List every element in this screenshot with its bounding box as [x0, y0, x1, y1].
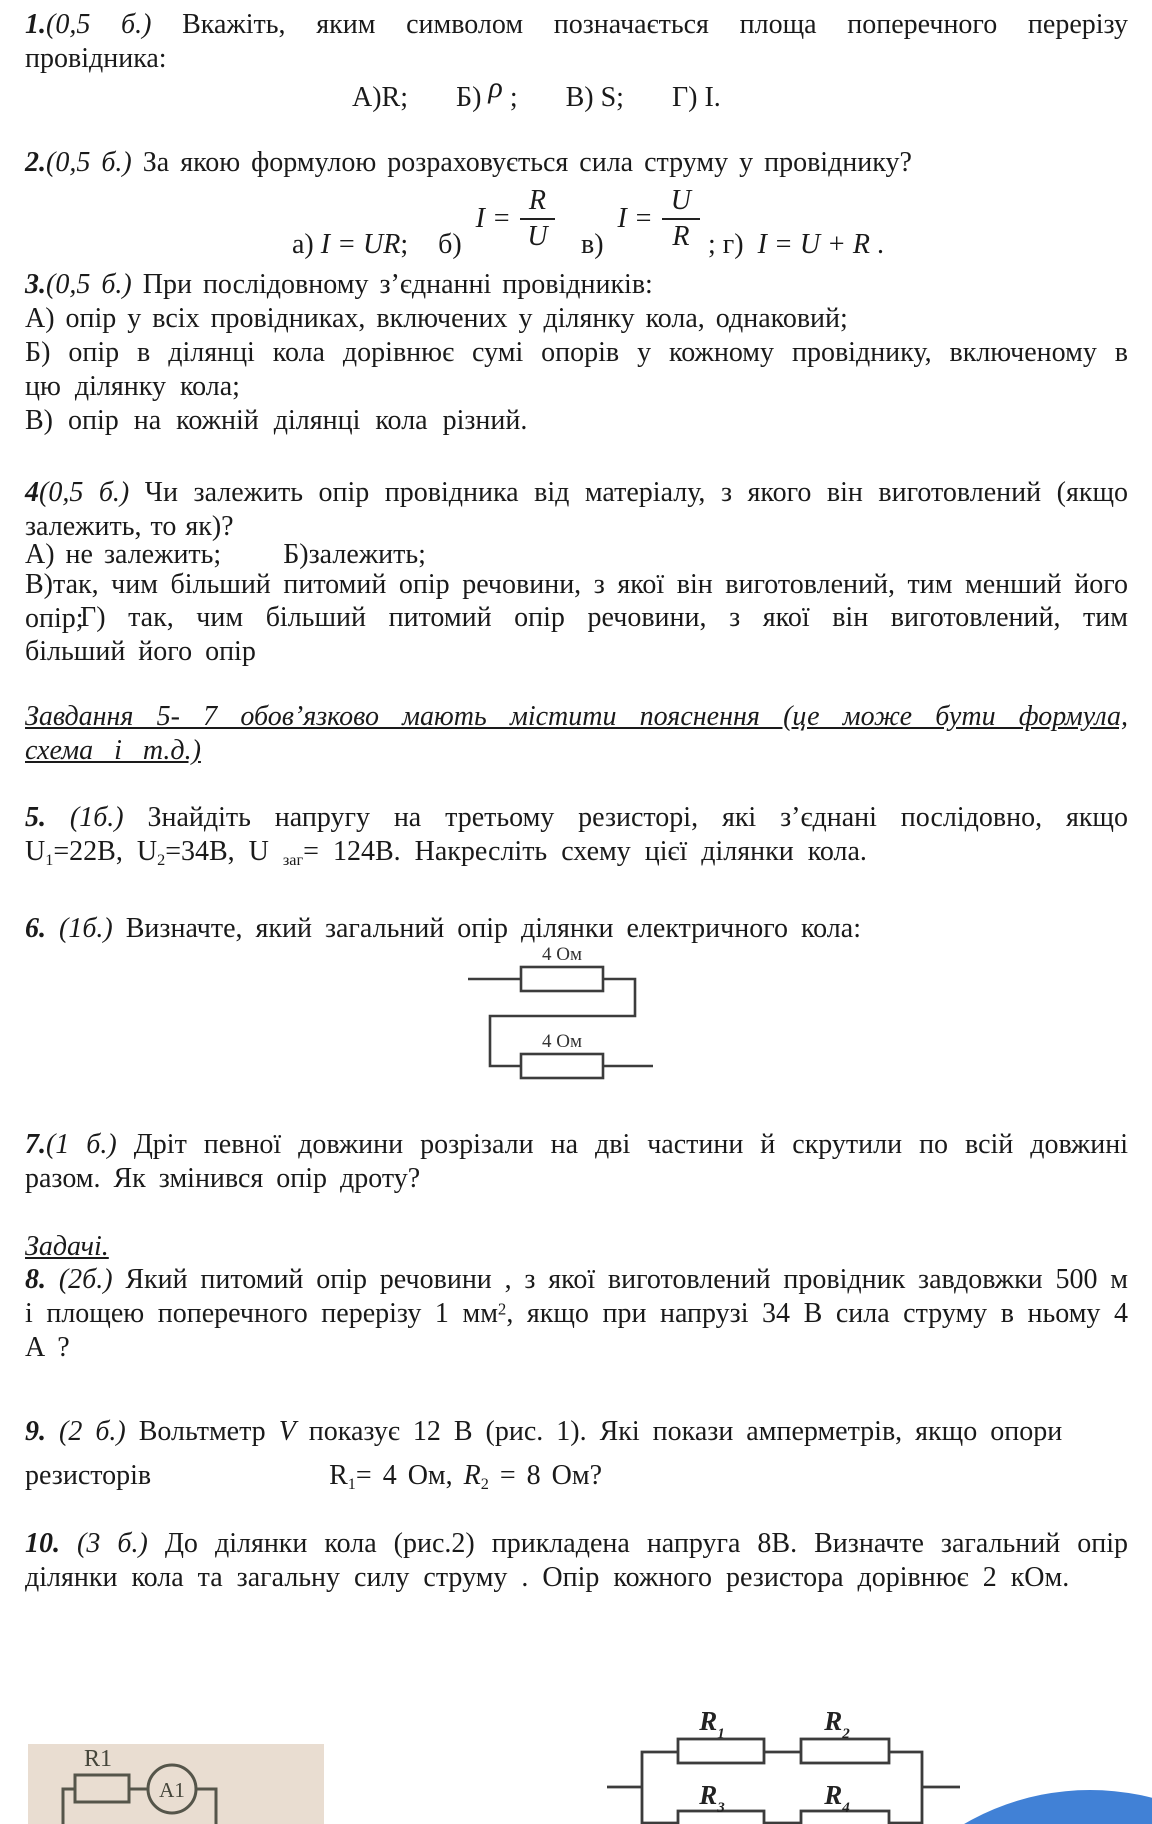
option-g: Г) І.	[671, 82, 721, 113]
question-number: 7.	[25, 1129, 46, 1160]
question-6	[25, 912, 1128, 946]
r1-label: R1	[83, 1746, 113, 1772]
r3-subscript: 3	[717, 1800, 725, 1816]
formula-v-fraction	[618, 185, 700, 253]
points-label: (0,5 б.)	[46, 9, 152, 40]
r3-symbol: R	[699, 1780, 718, 1810]
r1-number: = 4 Ом,	[355, 1460, 453, 1491]
question-number: 2.	[25, 147, 46, 178]
formula-g-label: ; г)	[708, 229, 744, 260]
question-2-formulas	[292, 176, 1128, 262]
series-circuit-figure	[438, 946, 688, 1086]
u-total-value	[249, 836, 401, 867]
formula-b-label: б)	[438, 229, 462, 260]
r1-symbol: R	[329, 1460, 348, 1491]
formula-a-label: а)	[292, 229, 314, 260]
figure-1-circuit	[28, 1744, 324, 1824]
wire	[196, 1789, 216, 1824]
question-3-option-v	[25, 404, 1128, 438]
fraction	[520, 185, 555, 253]
question-body: Дріт певної довжини розрізали на дві частини й скрутили по всій довжині разом. Як змінився опір дроту?	[25, 1129, 1129, 1194]
question-tail: Накресліть схему цієї ділянки кола.	[414, 836, 867, 867]
fraction-lhs: I =	[617, 203, 653, 234]
r1-symbol: R	[699, 1706, 718, 1736]
question-number: 5.	[25, 802, 46, 833]
question-number: 4	[25, 477, 39, 508]
formula-g-body: I = U + R	[757, 229, 871, 260]
question-body: При послідовному з’єднанні провідників:	[142, 269, 653, 300]
r2-symbol: R	[463, 1460, 481, 1491]
question-body: Визначте, який загальний опір ділянки електричного кола:	[125, 913, 861, 944]
points-label: (0,5 б.)	[39, 477, 130, 508]
question-2	[25, 146, 1128, 180]
r1-subscript: 1	[347, 1474, 356, 1493]
option-b-text: Б) опір в ділянці кола дорівнює сумі опорів у кожному провіднику, включеному в цю ділянку кола;	[25, 337, 1128, 402]
instruction-note	[25, 700, 1128, 768]
figure-1-photo	[28, 1744, 324, 1824]
resistor-box	[75, 1775, 129, 1802]
resistor-1-label: 4 Ом	[542, 946, 582, 965]
points-label: (1 б.)	[46, 1129, 117, 1160]
r4-symbol: R	[824, 1780, 843, 1810]
question-4-text	[25, 476, 1128, 544]
r2-subscript: 2	[480, 1474, 489, 1493]
u2-value	[137, 836, 235, 867]
question-tail: , якщо при напрузі 34 В сила струму в ньому 4 А ?	[25, 1298, 1128, 1363]
problems-heading-text: Задачі.	[25, 1231, 109, 1262]
question-3-option-b	[25, 336, 1128, 404]
r1-value	[329, 1460, 453, 1491]
u2-subscript: 2	[157, 850, 166, 869]
option-v-text: В) опір на кожній ділянці кола різний.	[25, 405, 528, 436]
points-label: (2б.)	[58, 1264, 113, 1295]
question-9	[25, 1415, 1128, 1449]
question-3-text	[25, 268, 1128, 302]
question-5	[25, 801, 1128, 869]
question-10-text	[25, 1527, 1128, 1595]
r2-value	[464, 1460, 602, 1491]
rho-symbol: ρ	[488, 71, 503, 104]
question-body: Вольтметр	[138, 1416, 266, 1447]
points-label: (3 б.)	[77, 1528, 148, 1559]
question-8	[25, 1263, 1128, 1365]
wire	[63, 1789, 75, 1824]
question-body: Вкажіть, яким символом позначається площа поперечного перерізу провідника:	[25, 9, 1129, 74]
question-body: До ділянки кола (рис.2) прикладена напруга 8В. Визначте загальний опір ділянки кола та загальну силу струму . Опір кожного резистора дорівнює 2 кОм.	[25, 1528, 1129, 1593]
question-number: 10.	[25, 1528, 60, 1559]
question-9-line-2	[25, 1459, 1128, 1493]
formula-a-body: I = UR	[320, 229, 401, 260]
fraction-denominator: U	[527, 221, 548, 252]
option-b-label: Б)	[456, 82, 482, 113]
formula-v-label: в)	[581, 229, 604, 260]
question-1-text	[25, 8, 1128, 76]
option-a-text: А) не залежить;	[25, 539, 222, 570]
resistor-r2-box	[801, 1739, 889, 1763]
points-label: (2 б.)	[59, 1416, 126, 1447]
u2-symbol: U	[136, 836, 158, 867]
question-number: 9.	[25, 1416, 46, 1447]
u-total-number: = 124В.	[303, 836, 401, 867]
question-body-2: показує 12 В (рис. 1). Які покази амперметрів, якщо опори	[308, 1416, 1063, 1447]
r1-subscript: 1	[717, 1726, 725, 1742]
question-10	[25, 1527, 1128, 1595]
question-1	[25, 8, 1128, 76]
figure-2-circuit	[602, 1692, 977, 1824]
question-3	[25, 268, 1128, 302]
u1-symbol: U	[25, 836, 46, 867]
option-a-text: А) опір у всіх провідниках, включених у ділянку кола, однаковий;	[25, 303, 848, 334]
formula-b-fraction	[476, 185, 555, 253]
resistor-r1-box	[678, 1739, 764, 1763]
question-9-values	[25, 1459, 1128, 1493]
fraction-lhs: I =	[475, 203, 511, 234]
formula-g-end: .	[877, 229, 885, 260]
question-2-text	[25, 146, 1128, 180]
question-number: 3.	[25, 269, 46, 300]
formula-a	[292, 228, 408, 262]
option-b	[456, 71, 518, 115]
option-v: В) S;	[565, 82, 624, 113]
fraction	[662, 185, 700, 253]
r2-symbol: R	[824, 1706, 843, 1736]
u1-subscript: 1	[45, 850, 54, 869]
formula-g	[758, 228, 884, 262]
ammeter-label: A1	[159, 1778, 185, 1802]
resistors-word: резисторів	[25, 1460, 152, 1491]
u-total-subscript: заг	[282, 850, 304, 869]
fraction-numerator: R	[520, 185, 555, 220]
problems-heading	[25, 1230, 1128, 1264]
resistor-box	[521, 1054, 603, 1078]
question-body: Який питомий опір речовини , з якої виготовлений провідник завдовжки 500 м і площею поперечного перерізу 1 мм	[25, 1264, 1128, 1329]
u1-number: =22В,	[53, 836, 123, 867]
resistor-box	[521, 967, 603, 991]
question-number: 1.	[25, 9, 46, 40]
question-8-text	[25, 1263, 1128, 1365]
points-label: (1б.)	[69, 802, 124, 833]
r2-label	[823, 1706, 850, 1742]
options-ab-text	[25, 538, 1128, 572]
question-4-option-g	[25, 601, 1128, 669]
fraction-numerator: U	[662, 185, 700, 220]
left-rail	[642, 1752, 678, 1824]
option-a: А)R;	[352, 82, 408, 113]
points-label: (1б.)	[59, 913, 113, 944]
question-1-options	[352, 71, 1128, 115]
question-7-text	[25, 1128, 1128, 1196]
question-6-text	[25, 912, 1128, 946]
mm-squared-superscript: 2	[497, 1299, 507, 1319]
u2-number: =34В,	[165, 836, 235, 867]
u1-value	[25, 836, 123, 867]
option-v-text: В)так, чим більший питомий опір речовини, з якої він виготовлений, тим менший його опір;	[25, 569, 1128, 634]
formula-a-sep: ;	[400, 229, 409, 260]
u-total-symbol: U	[248, 836, 283, 867]
r2-subscript: 2	[842, 1726, 850, 1742]
question-5-text	[25, 801, 1128, 869]
question-4-options-ab	[25, 538, 1128, 572]
question-3-option-a	[25, 302, 1128, 336]
question-4	[25, 476, 1128, 544]
question-body: Знайдіть напругу на третьому резисторі, які з’єднані послідовно, якщо	[147, 802, 1128, 833]
right-rail	[889, 1752, 922, 1824]
question-9-text	[25, 1415, 1128, 1449]
resistor-2-label: 4 Ом	[542, 1031, 582, 1052]
fraction-denominator: R	[672, 221, 690, 252]
question-number: 8.	[25, 1264, 46, 1295]
question-body: За якою формулою розраховується сила струму у провіднику?	[142, 147, 912, 178]
option-b-semicolon: ;	[509, 82, 518, 113]
option-b-text: Б)залежить;	[283, 539, 426, 570]
r2-number: = 8 Ом?	[488, 1460, 603, 1491]
question-number: 6.	[25, 913, 46, 944]
r4-subscript: 4	[842, 1800, 850, 1816]
r1-label	[698, 1706, 725, 1742]
voltmeter-symbol: V	[278, 1416, 296, 1447]
instruction-text: Завдання 5- 7 обов’язково мають містити пояснення (це може бути формула, схема і т.д.)	[25, 701, 1128, 766]
points-label: (0,5 б.)	[46, 269, 132, 300]
question-7	[25, 1128, 1128, 1196]
points-label: (0,5 б.)	[46, 147, 132, 178]
question-body: Чи залежить опір провідника від матеріалу, з якого він виготовлений (якщо залежить, то як)?	[25, 477, 1128, 542]
option-g-text: Г) так, чим більший питомий опір речовини, з якої він виготовлений, тим більший його опір	[25, 602, 1128, 667]
